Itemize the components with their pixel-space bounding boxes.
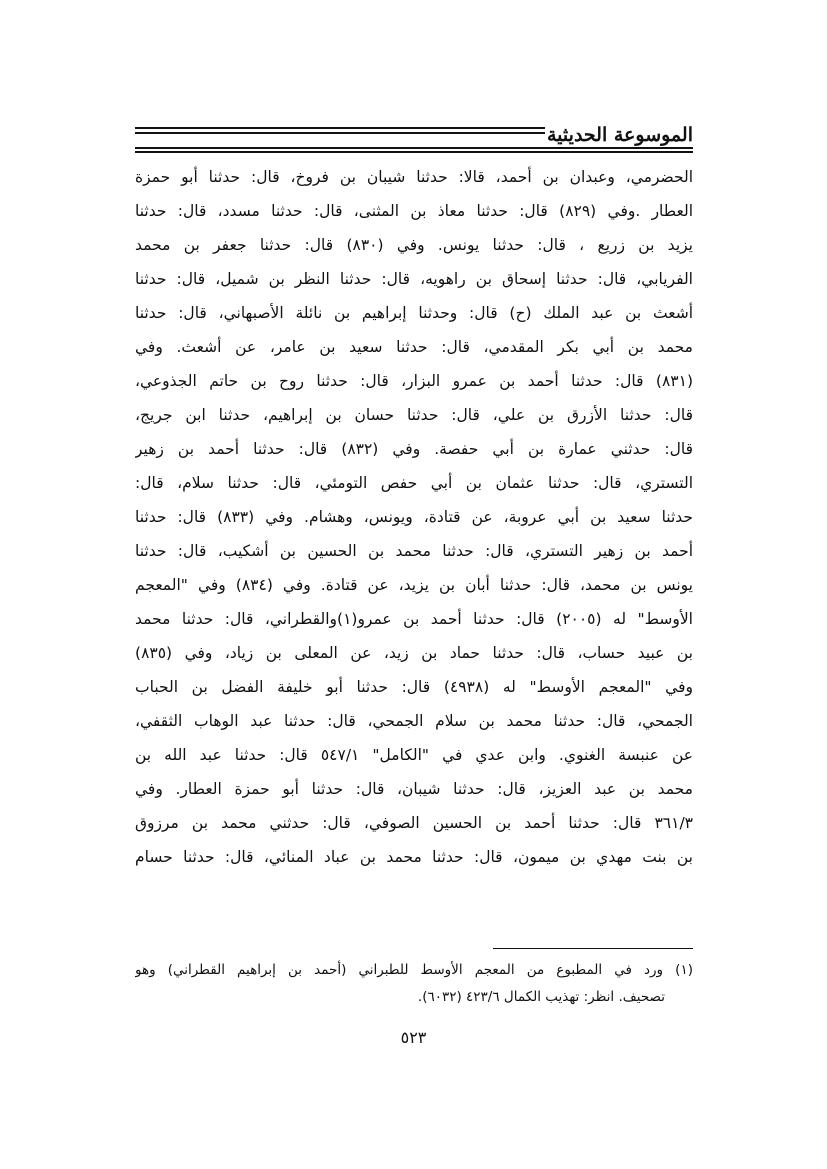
page-number: ٥٢٣ bbox=[400, 1028, 427, 1047]
text-line: العطار .وفي (٨٢٩) قال: حدثنا معاذ بن المثنى، قال: حدثنا مسدد، قال: حدثنا bbox=[135, 202, 693, 220]
text-line: وفي "المعجم الأوسط" له (٤٩٣٨) قال: حدثنا أبو خليفة الفضل بن الحباب bbox=[135, 678, 693, 696]
footnote-line: (١) ورد في المطبوع من المعجم الأوسط للطبراني (أحمد بن إبراهيم القطراني) وهو bbox=[135, 962, 693, 978]
text-line: حدثنا سعيد بن أبي عروبة، عن قتادة، ويونس، وهشام. وفي (٨٣٣) قال: حدثنا bbox=[135, 508, 693, 526]
text-line: أحمد بن زهير التستري، قال: حدثنا محمد بن الحسين بن أشكيب، قال: حدثنا bbox=[135, 542, 693, 560]
text-line: ٣٦١/٣ قال: حدثنا أحمد بن الحسين الصوفي، قال: حدثني محمد بن مرزوق bbox=[135, 814, 693, 832]
footnote-separator bbox=[493, 948, 693, 949]
text-line: التستري، قال: حدثنا عثمان بن أبي حفص التومئي، قال: حدثنا سلام، قال: bbox=[135, 474, 693, 492]
footnote-line: تصحيف. انظر: تهذيب الكمال ٤٢٣/٦ (٦٠٣٢). bbox=[417, 989, 665, 1005]
text-line: محمد بن عبد العزيز، قال: حدثنا شيبان، قال: حدثنا أبو حمزة العطار. وفي bbox=[135, 780, 693, 798]
text-line: عن عنبسة الغنوي. وابن عدي في "الكامل" ٥٤٧/١ قال: حدثنا عبد الله بن bbox=[135, 746, 693, 764]
text-line: بن بنت مهدي بن ميمون، قال: حدثنا محمد بن عباد المنائي، قال: حدثنا حسام bbox=[135, 848, 693, 866]
text-line: يونس بن محمد، قال: حدثنا أبان بن يزيد، عن قتادة. وفي (٨٣٤) وفي "المعجم bbox=[135, 576, 693, 594]
header-rule-under-1 bbox=[135, 147, 693, 149]
text-line: الفريابي، قال: حدثنا إسحاق بن راهويه، قال: حدثنا النظر بن شميل، قال: حدثنا bbox=[135, 270, 693, 288]
text-line: قال: حدثني عمارة بن أبي حفصة. وفي (٨٣٢) قال: حدثنا أحمد بن زهير bbox=[135, 440, 693, 458]
header-title: الموسوعة الحديثية bbox=[547, 124, 693, 146]
text-line: قال: حدثنا الأزرق بن علي، قال: حدثنا حسان بن إبراهيم، حدثنا ابن جريج، bbox=[135, 406, 693, 424]
text-line: الأوسط" له (٢٠٠٥) قال: حدثنا أحمد بن عمرو(١)والقطراني، قال: حدثنا محمد bbox=[135, 610, 693, 628]
text-line: بن عبيد حساب، قال: حدثنا حماد بن زيد، عن المعلى بن زياد، وفي (٨٣٥) bbox=[135, 644, 693, 662]
header-rule-under-2 bbox=[135, 151, 693, 153]
text-line: الحضرمي، وعبدان بن أحمد، قالا: حدثنا شيبان بن فروخ، قال: حدثنا أبو حمزة bbox=[135, 168, 693, 186]
main-text bbox=[135, 160, 693, 874]
text-line: (٨٣١) قال: حدثنا أحمد بن عمرو البزار، قال: حدثنا روح بن حاتم الجذوعي، bbox=[135, 372, 693, 390]
running-header bbox=[135, 121, 693, 153]
text-line: الجمحي، قال: حدثنا محمد بن سلام الجمحي، قال: حدثنا عبد الوهاب الثقفي، bbox=[135, 712, 693, 730]
header-rule-left-bottom bbox=[135, 132, 545, 134]
header-rule-left-top bbox=[135, 127, 545, 129]
text-line: محمد بن أبي بكر المقدمي، قال: حدثنا سعيد بن عامر، عن أشعث. وفي bbox=[135, 338, 693, 356]
text-line: أشعث بن عبد الملك (ح) قال: وحدثنا إبراهيم بن نائلة الأصبهاني، قال: حدثنا bbox=[135, 304, 693, 322]
footnotes bbox=[135, 957, 693, 1011]
text-line: يزيد بن زريع ، قال: حدثنا يونس. وفي (٨٣٠) قال: حدثنا جعفر بن محمد bbox=[135, 236, 693, 254]
